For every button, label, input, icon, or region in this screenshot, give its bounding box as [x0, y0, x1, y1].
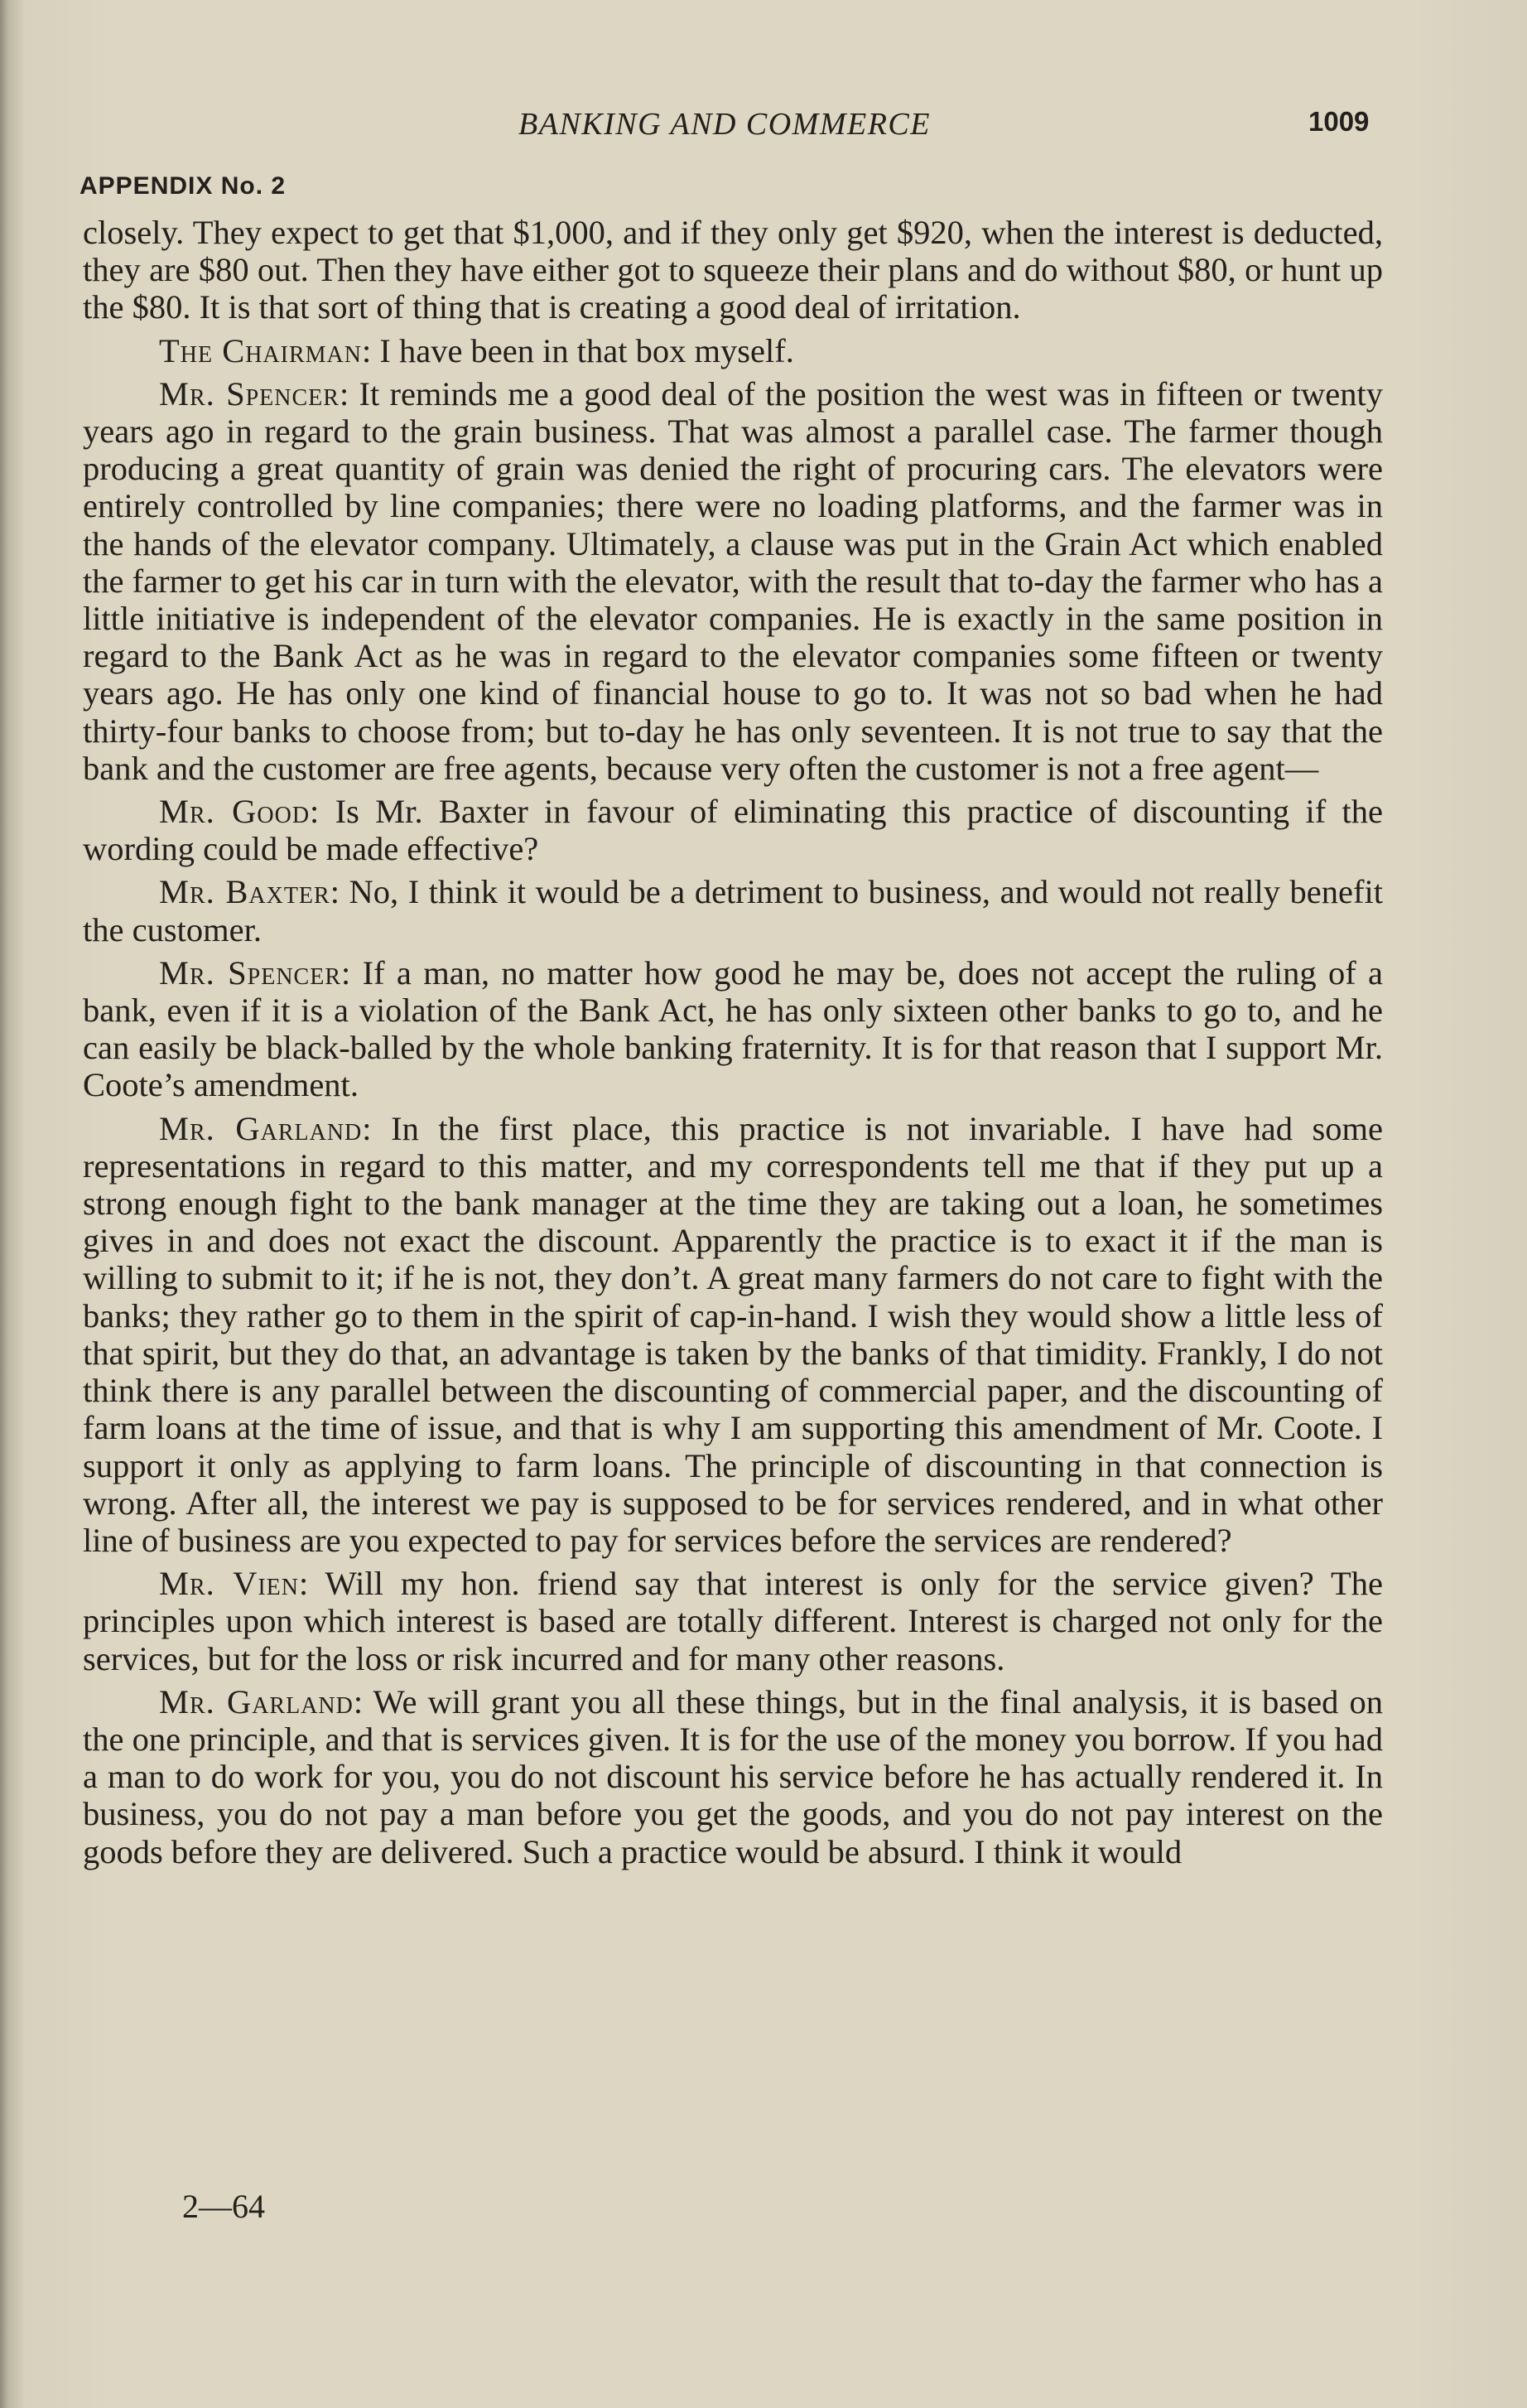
paragraph-text: : Will my hon. friend say that interest is only for the service given? The principles upon which interest is based are totally different. Interest is charged not only for the services, but for the loss or risk incurred and for many other reasons.: [83, 1565, 1383, 1677]
paragraph-text: : We will grant you all these things, but in the final analysis, it is based on the one principle, and that is services given. It is for the use of the money you borrow. If you had a man to do work for you, you do not discount his service before he has actually rendered it. In business, you do not pay a man before you get the goods, and you do not pay interest on the goods before they are delivered. Such a practice would be absurd. I think it would: [83, 1682, 1383, 1870]
speaker-name: The Chairman: [159, 331, 362, 369]
speaker-name: Mr. Garland: [159, 1682, 354, 1720]
paragraph: [83, 214, 1383, 326]
body-text: [83, 214, 1383, 1876]
paragraph: [83, 1565, 1383, 1677]
paragraph: [83, 1110, 1383, 1559]
printer-signature: 2—64: [182, 2188, 265, 2225]
speaker-name: Mr. Spencer: [159, 374, 340, 413]
speaker-name: Mr. Good: [159, 793, 311, 831]
paragraph: [83, 375, 1383, 787]
paragraph: [83, 873, 1383, 948]
paragraph: [83, 1683, 1383, 1870]
paragraph-text: : Is Mr. Baxter in favour of eliminating this practice of discounting if the wording could be made effective?: [83, 793, 1383, 868]
speaker-name: Mr. Spencer: [159, 953, 342, 992]
paragraph: [83, 793, 1383, 867]
paragraph-text: : No, I think it would be a detriment to business, and would not really benefit the customer.: [83, 873, 1383, 948]
speaker-name: Mr. Vien: [159, 1565, 299, 1603]
paragraph-text: : In the first place, this practice is not invariable. I have had some representations in regard to this matter, and my correspondents tell me that if they put up a strong enough fight to the bank manager at the time they are taking out a loan, he sometimes gives in and does not exact the discount. Apparently the practice is to exact it if the man is willing to submit to it; if he is not, they don’t. A great many farmers do not care to fight with the banks; they rather go to them in the spirit of cap-in-hand. I wish they would show a little less of that spirit, but they do that, an advantage is taken by the banks of that timidity. Frankly, I do not think there is any parallel between the discounting of commercial paper, and the discounting of farm loans at the time of issue, and that is why I am supporting this amendment of Mr. Coote. I support it only as applying to farm loans. The principle of discounting in that connection is wrong. After all, the interest we pay is supposed to be for services rendered, and in what other line of business are you expected to pay for services before the services are rendered?: [83, 1109, 1383, 1559]
paragraph-text: : It reminds me a good deal of the position the west was in fifteen or twenty years ago in regard to the grain business. That was almost a parallel case. The farmer though producing a great quantity of grain was denied the right of procuring cars. The elevators were entirely controlled by line companies; there were no loading platforms, and the farmer was in the hands of the elevator company. Ultimately, a clause was put in the Grain Act which enabled the farmer to get his car in turn with the elevator, with the result that to-day the farmer who has a little initiative is independent of the elevator companies. He is exactly in the same position in regard to the Bank Act as he was in regard to the elevator companies some fifteen or twenty years ago. He has only one kind of financial house to go to. It was not so bad when he had thirty-four banks to choose from; but to-day he has only seventeen. It is not true to say that the bank and the customer are free agents, because very often the customer is not a free agent—: [83, 374, 1383, 787]
paragraph-text: closely. They expect to get that $1,000, and if they only get $920, when the interest is deducted, they are $80 out. Then they have either got to squeeze their plans and do without $80, or hunt up the $80. It is that sort of thing that is creating a good deal of irritation.: [83, 214, 1383, 326]
paragraph: [83, 954, 1383, 1104]
running-title: BANKING AND COMMERCE: [518, 107, 931, 142]
appendix-label: APPENDIX No. 2: [79, 172, 287, 200]
paragraph: [83, 332, 1383, 369]
paragraph-text: : If a man, no matter how good he may be, does not accept the ruling of a bank, even if it is a violation of the Bank Act, he has only sixteen other banks to go to, and he can easily be black-balled by the whole banking fraternity. It is for that reason that I support Mr. Coote’s amendment.: [83, 953, 1384, 1104]
page-number: 1009: [1308, 106, 1370, 137]
speaker-name: Mr. Baxter: [159, 873, 330, 911]
paragraph-text: : I have been in that box myself.: [361, 331, 794, 369]
speaker-name: Mr. Garland: [159, 1109, 363, 1147]
